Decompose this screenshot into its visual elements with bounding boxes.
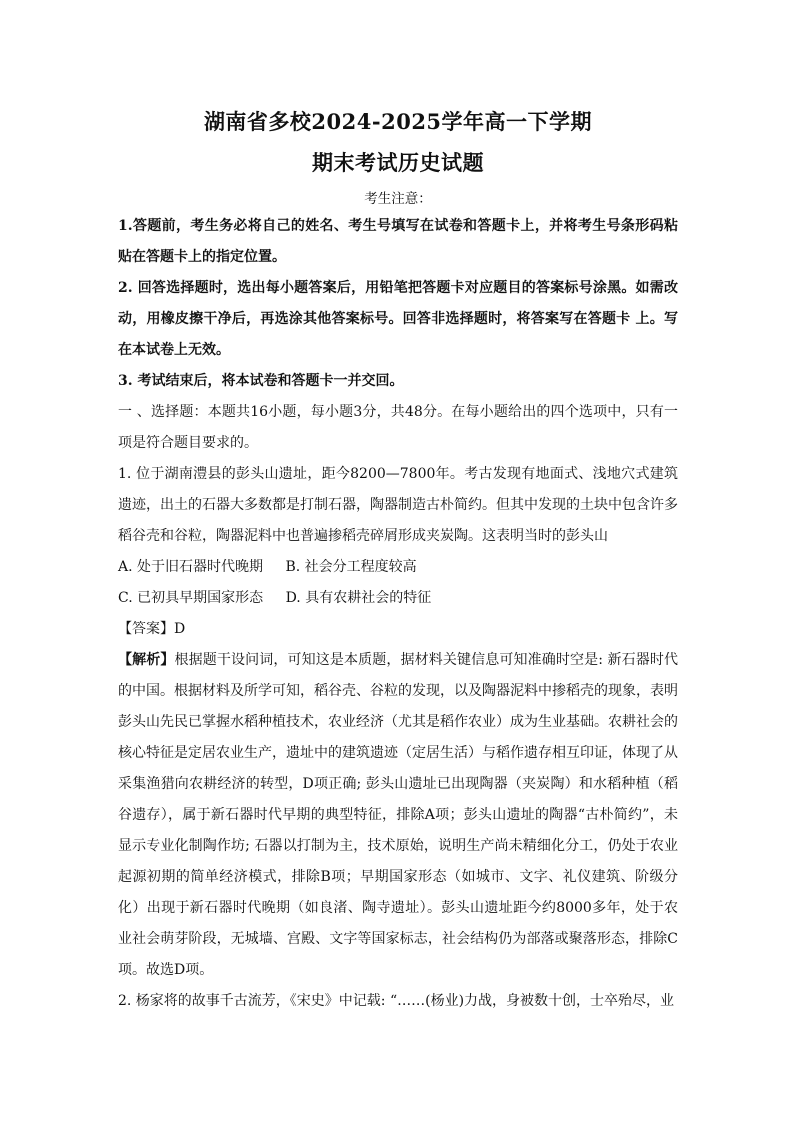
option-a: A. 处于旧石器时代晚期 bbox=[118, 559, 264, 575]
notice-heading: 考生注意： bbox=[364, 191, 432, 207]
question-2-stem: 2. 杨家将的故事千古流芳，《宋史》中记载: “……(杨业)力战，身被数十创，士卒殆尽，业 bbox=[118, 993, 675, 1009]
option-d: D. 具有农耕社会的特征 bbox=[285, 590, 432, 606]
question-1-options-ab bbox=[118, 552, 678, 583]
question-1-answer: 【答案】D bbox=[118, 621, 186, 637]
notice-3: 3. 考试结束后，将本试卷和答题卡一并交回。 bbox=[118, 373, 404, 389]
analysis-label: 【解析】 bbox=[118, 652, 175, 668]
option-c: C. 已初具早期国家形态 bbox=[118, 590, 264, 606]
option-b: B. 社会分工程度较高 bbox=[285, 559, 417, 575]
notice-2: 2. 回答选择题时，选出每小题答案后，用铅笔把答题卡对应题目的答案标号涂黑。如需改动，用橡皮擦干净后，再选涂其他答案标号。回答非选择题时，将答案写在答题卡 上。写在本试卷上无效。 bbox=[118, 280, 678, 358]
question-1-stem: 1. 位于湖南澧县的彭头山遗址，距今8200—7800年。考古发现有地面式、浅地穴式建筑遗迹，出土的石器大多数都是打制石器，陶器制造古朴简约。但其中发现的土块中包含许多稻谷壳和谷粒，陶器泥料中也普遍掺稻壳碎屑形成夹炭陶。这表明当时的彭头山 bbox=[118, 466, 678, 544]
exam-title-line2: 期末考试历史试题 bbox=[312, 150, 484, 175]
notice-1: 1.答题前，考生务必将自己的姓名、考生号填写在试卷和答题卡上，并将考生号条形码粘贴在答题卡上的指定位置。 bbox=[118, 218, 678, 265]
question-1-options-cd bbox=[118, 583, 678, 614]
section-intro: 一 、选择题：本题共16小题，每小题3分，共48分。在每小题给出的四个选项中，只有一项是符合题目要求的。 bbox=[118, 404, 678, 451]
exam-title-line1: 湖南省多校2024-2025学年高一下学期 bbox=[203, 109, 593, 134]
analysis-text: 根据题干设问词，可知这是本质题，据材料关键信息可知准确时空是: 新石器时代的中国。根据材料及所学可知，稻谷壳、谷粒的发现，以及陶器泥料中掺稻壳的现象，表明彭头山先民已掌握水稻种植技术，农业经济（尤其是稻作农业）成为生业基础。农耕社会的核心特征是定居农业生产，遗址中的建筑遗迹（定居生活）与稻作遗存相互印证，体现了从采集渔猎向农耕经济的转型，D项正确; 彭头山遗址已出现陶器（夹炭陶）和水稻种植（稻谷遗存），属于新石器时代早期的典型特征，排除A项；彭头山遗址的陶器“古朴简约”，未显示专业化制陶作坊; 石器以打制为主，技术原始，说明生产尚未精细化分工，仍处于农业起源初期的简单经济模式，排除B项；早期国家形态（如城市、文字、礼仪建筑、阶级分化）出现于新石器时代晚期（如良渚、陶寺遗址）。彭头山遗址距今约8000多年，处于农业社会萌芽阶段，无城墙、宫殿、文字等国家标志，社会结构仍为部落或聚落形态，排除C项。故选D项。 bbox=[118, 652, 678, 978]
question-1-analysis bbox=[118, 645, 678, 986]
